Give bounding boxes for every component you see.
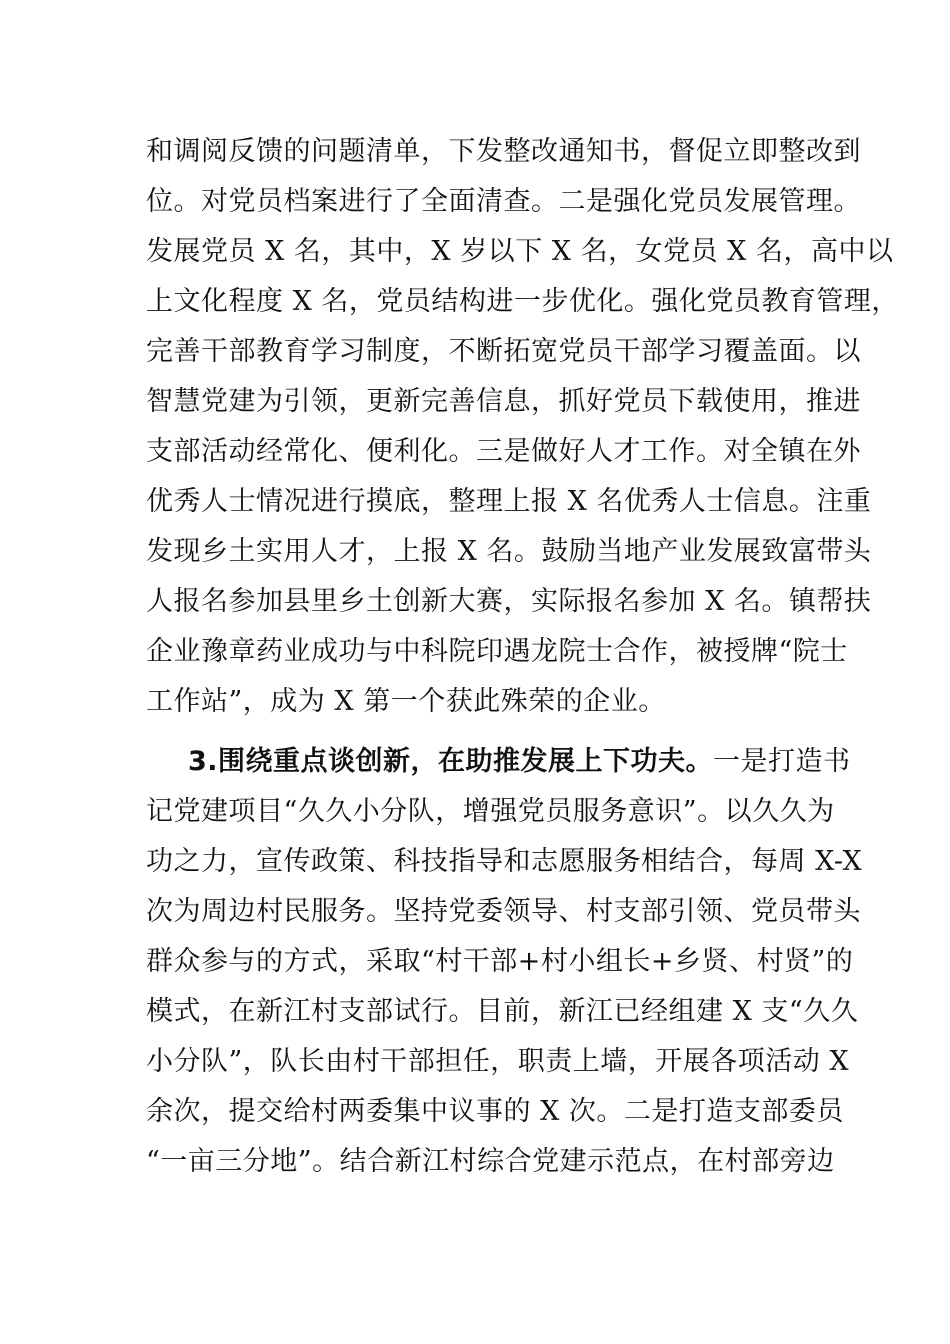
text-line: 上文化程度 X 名，党员结构进一步优化。强化党员教育管理， — [146, 286, 899, 317]
text-line: 模式，在新江村支部试行。目前，新江已经组建 X 支“久久 — [146, 996, 859, 1027]
text-line: “一亩三分地”。结合新江村综合党建示范点，在村部旁边 — [146, 1146, 835, 1177]
text-run: 一是打造书 — [713, 746, 851, 777]
heading-line — [188, 742, 851, 782]
section-heading: 3.围绕重点谈创新，在助推发展上下功夫。 — [188, 746, 714, 777]
text-line: 支部活动经常化、便利化。三是做好人才工作。对全镇在外 — [146, 436, 861, 467]
text-line: 小分队”，队长由村干部担任，职责上墙，开展各项活动 X — [146, 1046, 850, 1077]
text-line: 功之力，宣传政策、科技指导和志愿服务相结合，每周 X-X — [146, 846, 863, 877]
text-line: 记党建项目“久久小分队，增强党员服务意识”。以久久为 — [146, 796, 835, 827]
text-line: 余次，提交给村两委集中议事的 X 次。二是打造支部委员 — [146, 1096, 844, 1127]
text-line: 和调阅反馈的问题清单，下发整改通知书，督促立即整改到 — [146, 136, 861, 167]
text-line: 位。对党员档案进行了全面清查。二是强化党员发展管理。 — [146, 186, 861, 217]
text-line: 企业豫章药业成功与中科院印遇龙院士合作，被授牌“院士 — [146, 636, 848, 667]
text-line: 群众参与的方式，采取“村干部+村小组长+乡贤、村贤”的 — [146, 946, 854, 977]
text-line: 人报名参加县里乡土创新大赛，实际报名参加 X 名。镇帮扶 — [146, 586, 872, 617]
text-line: 次为周边村民服务。坚持党委领导、村支部引领、党员带头 — [146, 896, 861, 927]
text-line: 发现乡土实用人才，上报 X 名。鼓励当地产业发展致富带头 — [146, 536, 872, 567]
text-line: 智慧党建为引领，更新完善信息，抓好党员下载使用，推进 — [146, 386, 861, 417]
text-line: 完善干部教育学习制度，不断拓宽党员干部学习覆盖面。以 — [146, 336, 861, 367]
text-line: 发展党员 X 名，其中，X 岁以下 X 名，女党员 X 名，高中以 — [146, 236, 894, 267]
text-line: 工作站”，成为 X 第一个获此殊荣的企业。 — [146, 686, 666, 717]
text-line: 优秀人士情况进行摸底，整理上报 X 名优秀人士信息。注重 — [146, 486, 872, 517]
